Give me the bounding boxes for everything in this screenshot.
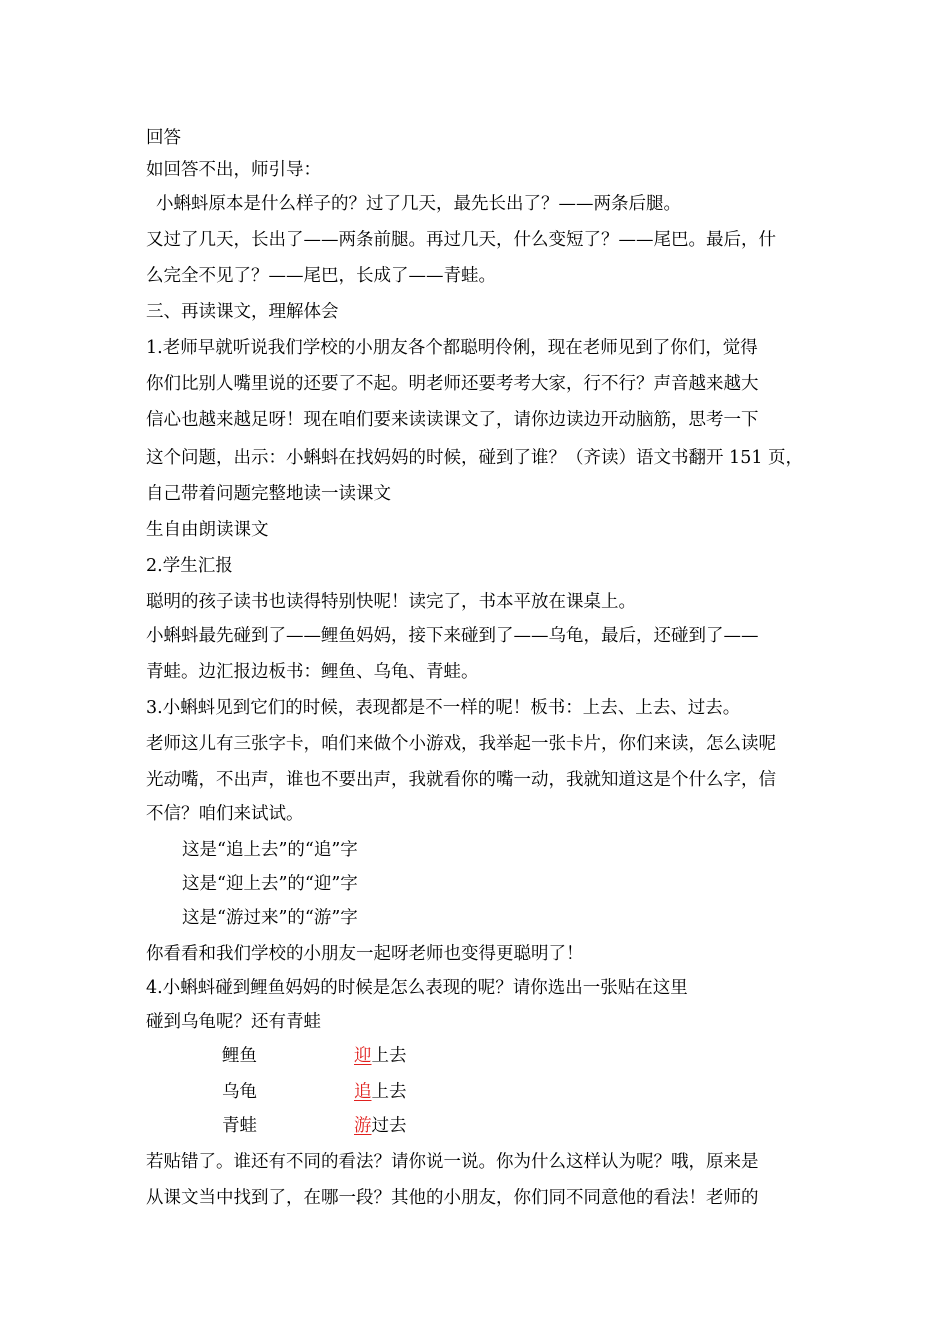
text-line: 青蛙。边汇报边板书：鲤鱼、乌龟、青蛙。 bbox=[146, 662, 479, 682]
match-animal: 乌龟 bbox=[222, 1082, 257, 1102]
text-line: 碰到乌龟呢？还有青蛙 bbox=[146, 1012, 321, 1032]
match-verb-highlight: 游 bbox=[354, 1116, 372, 1136]
match-verb-highlight: 迎 bbox=[354, 1046, 372, 1066]
text-line: 不信？咱们来试试。 bbox=[146, 804, 304, 824]
text-line: 这个问题，出示：小蝌蚪在找妈妈的时候，碰到了谁？（齐读）语文书翻开 151 页， bbox=[146, 448, 804, 468]
text-line: 你们比别人嘴里说的还要了不起。明老师还要考考大家，行不行？声音越来越大 bbox=[146, 374, 759, 394]
section-heading: 三、再读课文，理解体会 bbox=[146, 302, 339, 322]
text-line: 聪明的孩子读书也读得特别快呢！读完了，书本平放在课桌上。 bbox=[146, 592, 636, 612]
text-line: 回答 bbox=[146, 128, 181, 148]
text-line: 老师这儿有三张字卡，咱们来做个小游戏，我举起一张卡片，你们来读，怎么读呢 bbox=[146, 734, 776, 754]
match-verb bbox=[354, 1044, 407, 1068]
text-line: 4.小蝌蚪碰到鲤鱼妈妈的时候是怎么表现的呢？请你选出一张贴在这里 bbox=[146, 978, 688, 998]
text-line: 这是“追上去”的“追”字 bbox=[182, 840, 358, 860]
text-line: 又过了几天，长出了——两条前腿。再过几天，什么变短了？——尾巴。最后，什 bbox=[146, 230, 776, 250]
text-line: 自己带着问题完整地读一读课文 bbox=[146, 484, 391, 504]
match-animal: 鲤鱼 bbox=[222, 1046, 257, 1066]
match-animal: 青蛙 bbox=[222, 1116, 257, 1136]
match-verb-rest: 过去 bbox=[371, 1116, 407, 1136]
text-line: 么完全不见了？——尾巴，长成了——青蛙。 bbox=[146, 266, 496, 286]
text-line: 你看看和我们学校的小朋友一起呀老师也变得更聪明了！ bbox=[146, 944, 584, 964]
match-verb bbox=[354, 1080, 407, 1104]
text-line: 光动嘴，不出声，谁也不要出声，我就看你的嘴一动，我就知道这是个什么字，信 bbox=[146, 770, 776, 790]
text-line: 若贴错了。谁还有不同的看法？请你说一说。你为什么这样认为呢？哦，原来是 bbox=[146, 1152, 759, 1172]
text-line: 生自由朗读课文 bbox=[146, 520, 269, 540]
text-line: 从课文当中找到了，在哪一段？其他的小朋友，你们同不同意他的看法！老师的 bbox=[146, 1188, 759, 1208]
match-verb-rest: 上去 bbox=[371, 1082, 407, 1102]
text-line: 小蝌蚪最先碰到了——鲤鱼妈妈，接下来碰到了——乌龟，最后，还碰到了—— bbox=[146, 626, 759, 646]
match-verb-rest: 上去 bbox=[371, 1046, 407, 1066]
text-line: 3.小蝌蚪见到它们的时候，表现都是不一样的呢！板书：上去、上去、过去。 bbox=[146, 698, 741, 718]
text-line: 小蝌蚪原本是什么样子的？过了几天，最先长出了？——两条后腿。 bbox=[156, 194, 681, 214]
text-line: 这是“游过来”的“游”字 bbox=[182, 908, 358, 928]
text-line: 如回答不出，师引导： bbox=[146, 160, 321, 180]
text-line: 1.老师早就听说我们学校的小朋友各个都聪明伶俐，现在老师见到了你们，觉得 bbox=[146, 338, 758, 358]
match-verb-highlight: 追 bbox=[354, 1082, 372, 1102]
match-verb bbox=[354, 1114, 407, 1138]
text-line: 信心也越来越足呀！现在咱们要来读读课文了，请你边读边开动脑筋，思考一下 bbox=[146, 410, 759, 430]
text-line: 这是“迎上去”的“迎”字 bbox=[182, 874, 358, 894]
text-line: 2.学生汇报 bbox=[146, 556, 233, 576]
